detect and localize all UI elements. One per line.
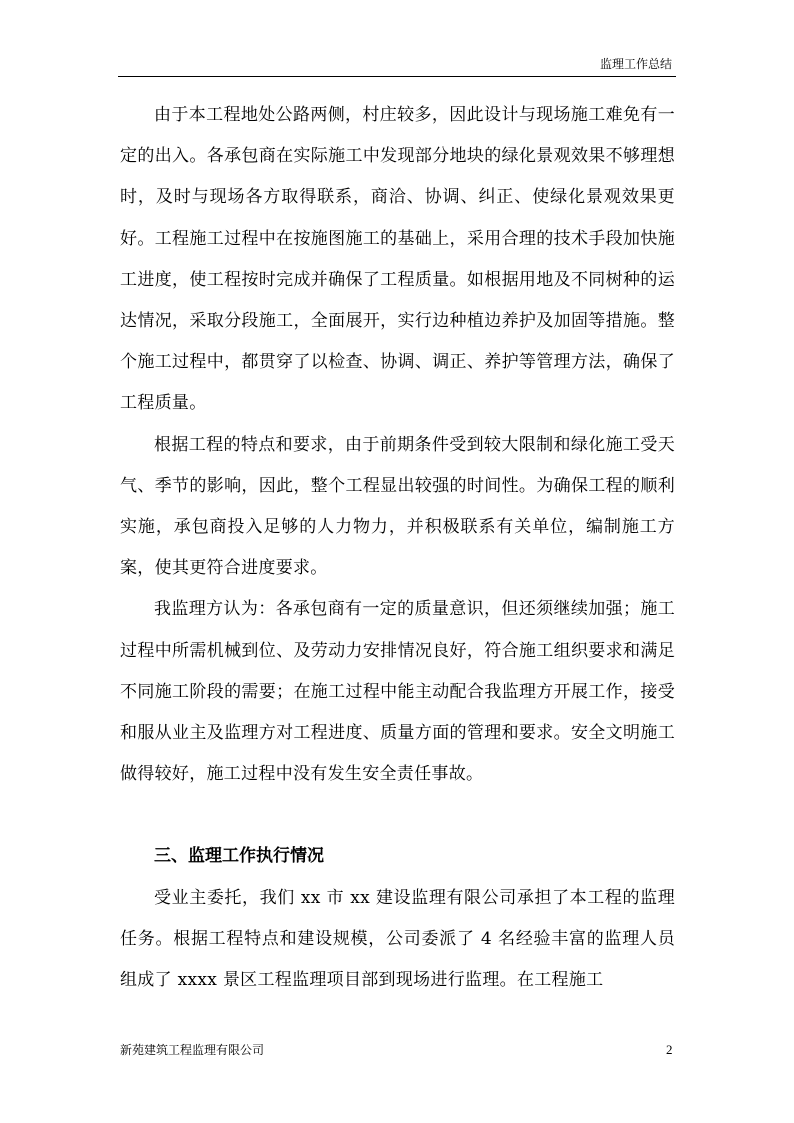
- section-paragraph: 受业主委托，我们 xx 市 xx 建设监理有限公司承担了本工程的监理任务。根据工程特点和建设规模，公司委派了 4 名经验丰富的监理人员组成了 xxxx 景区工程监理项目部到现场进行监理。在工程施工: [120, 887, 675, 991]
- header-rule: [118, 76, 676, 77]
- section-heading: 三、监理工作执行情况: [154, 846, 324, 867]
- footer-company: 新苑建筑工程监理有限公司: [120, 1043, 265, 1057]
- document-body: [120, 95, 675, 1001]
- paragraph-2: 根据工程的特点和要求，由于前期条件受到较大限制和绿化施工受天气、季节的影响，因此，整个工程显出较强的时间性。为确保工程的顺利实施，承包商投入足够的人力物力，并积极联系有关单位，编制施工方案，使其更符合进度要求。: [120, 434, 675, 579]
- paragraph-3: 我监理方认为：各承包商有一定的质量意识，但还须继续加强；施工过程中所需机械到位、及劳动力安排情况良好，符合施工组织要求和满足不同施工阶段的需要；在施工过程中能主动配合我监理方开展工作，接受和服从业主及监理方对工程进度、质量方面的管理和要求。安全文明施工做得较好，施工过程中没有发生安全责任事故。: [120, 599, 675, 785]
- page-number: 2: [666, 1042, 673, 1057]
- paragraph-1: 由于本工程地处公路两侧，村庄较多，因此设计与现场施工难免有一定的出入。各承包商在实际施工中发现部分地块的绿化景观效果不够理想时，及时与现场各方取得联系，商洽、协调、纠正、使绿化景观效果更好。工程施工过程中在按施图施工的基础上，采用合理的技术手段加快施工进度，使工程按时完成并确保了工程质量。如根据用地及不同树种的运达情况，采取分段施工，全面展开，实行边种植边养护及加固等措施。整个施工过程中，都贯穿了以检查、协调、调正、养护等管理方法，确保了工程质量。: [120, 105, 675, 414]
- header-title: 监理工作总结: [599, 57, 672, 71]
